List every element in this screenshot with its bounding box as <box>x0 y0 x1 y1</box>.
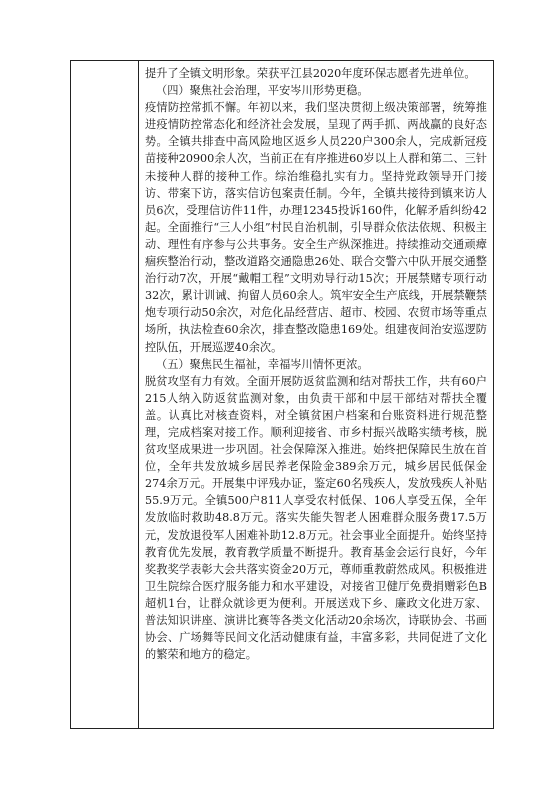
paragraph-livelihood: 脱贫攻坚有力有效。全面开展防返贫监测和结对帮扶工作，共有60户215人纳入防返贫监测对象，由负责干部和中层干部结对帮扶全覆盖。认真比对核查资料，对全镇贫困户档案和台账资料进行规范整理，完成档案对接工作。顺利迎接省、市乡村振兴战略实绩考核，脱贫攻坚成果进一步巩固。社会保障深入推进。始终把保障民生放在首位，全年共发放城乡居民养老保险金389余万元，城乡居民低保金274余万元。开展集中评残办证，鉴定60名残疾人，发放残疾人补贴55.9万元。全镇500户811人享受农村低保、106人享受五保，全年发放临时救助48.8万元。落实失能失智老人困难群众服务费17.5万元，发放退役军人困难补助12.8万元。社会事业全面提升。始终坚持教育优先发展，教育教学质量不断提升。教育基金会运行良好，今年奖教奖学表彰大会共落实资金20万元，尊师重教蔚然成风。积极推进卫生院综合医疗服务能力和水平建设，对接省卫健厅免费捐赠彩色B超机1台，让群众就诊更为便利。开展送戏下乡、廉政文化进万家、普法知识讲座、演讲比赛等各类文化活动20余场次，诗联协会、书画协会、广场舞等民间文化活动健康有益，丰富多彩，共同促进了文化的繁荣和地方的稳定。 <box>145 374 487 662</box>
table-content-cell <box>145 65 487 663</box>
section-heading-livelihood: （五）聚焦民生福祉，幸福岑川情怀更浓。 <box>156 357 369 371</box>
paragraph-environment-award: 提升了全镇文明形象。荣获平江县2020年度环保志愿者先进单位。 <box>145 67 476 80</box>
paragraph-social-governance: 疫情防控常抓不懈。年初以来，我们坚决贯彻上级决策部署，统筹推进疫情防控常态化和经济社会发展，呈现了两手抓、两战赢的良好态势。全镇共排查中高风险地区返乡人员220户300余人，完成新冠疫苗接种20900余人次，当前正在有序推进60岁以上人群和第二、三针未接种人群的接种工作。综治维稳扎实有力。坚持党政领导开门接访、带案下访，落实信访包案责任制。今年，全镇共接待到镇来访人员6次，受理信访件11件，办理12345投诉160件，化解矛盾纠纷42起。全面推行“三人小组”村民自治机制，引导群众依法依规、积极主动、理性有序参与公共事务。安全生产纵深推进。持续推动交通顽瘴痼疾整治行动，整改道路交通隐患26处、联合交警六中队开展交通整治行动7次，开展“戴帽工程”文明劝导行动15次；开展禁赌专项行动32次，累计训诫、拘留人员60余人。筑牢安全生产底线，开展禁鞭禁炮专项行动50余次，对危化品经营店、超市、校园、农贸市场等重点场所，执法检查60余次，排查整改隐患169处。组建夜间治安巡逻防控队伍，开展巡逻40余次。 <box>145 101 487 354</box>
report-table <box>70 60 494 729</box>
column-divider <box>138 61 139 728</box>
section-heading-social-governance: （四）聚焦社会治理，平安岑川形势更稳。 <box>156 84 369 98</box>
